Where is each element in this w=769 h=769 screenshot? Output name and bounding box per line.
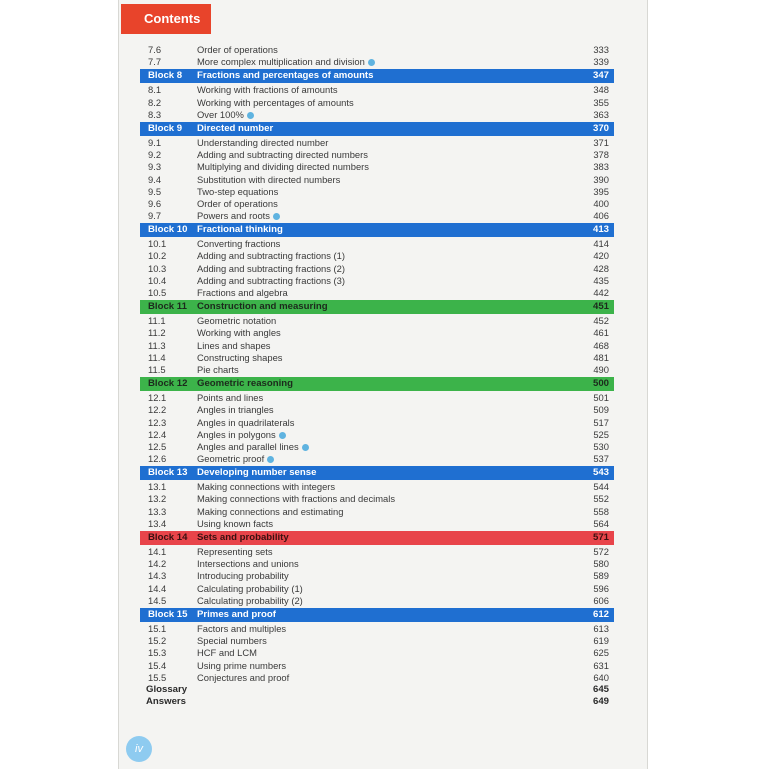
section-page-number: 530: [593, 440, 609, 452]
section-number: 14.1: [148, 546, 167, 557]
section-number: 12.5: [148, 440, 167, 452]
toc-entry[interactable]: [140, 583, 614, 595]
toc-entry[interactable]: [140, 518, 614, 530]
block-page-number: 543: [574, 466, 614, 480]
back-matter-label: Answers: [146, 696, 186, 708]
toc-entry[interactable]: [140, 635, 614, 647]
block-title: Fractions and percentages of amounts: [197, 70, 374, 82]
section-number: 15.2: [148, 635, 167, 647]
toc-entry[interactable]: [140, 97, 614, 109]
section-number: 9.2: [148, 149, 162, 161]
block-title: Primes and proof: [197, 608, 276, 620]
section-page-number: 490: [593, 363, 609, 375]
block-label: Block 12: [148, 378, 188, 390]
toc-entry[interactable]: [140, 84, 614, 96]
section-number: 10.3: [148, 262, 167, 274]
section-title: Points and lines: [197, 392, 264, 404]
section-number: 7.7: [148, 56, 162, 68]
info-icon: [302, 444, 309, 451]
section-title: Making connections with fractions and decimals: [197, 493, 396, 505]
section-number: 13.1: [148, 481, 167, 493]
toc-entry[interactable]: [140, 570, 614, 582]
section-title: Powers and roots: [197, 210, 270, 222]
section-title: Two-step equations: [197, 185, 279, 197]
section-number: 10.5: [148, 287, 167, 298]
block-header[interactable]: [140, 608, 614, 622]
toc-entry[interactable]: [140, 623, 614, 635]
toc-entry[interactable]: [140, 364, 614, 376]
section-number: 14.3: [148, 570, 167, 582]
page-number-badge: iv: [126, 736, 152, 762]
section-title: Working with percentages of amounts: [197, 96, 354, 108]
section-title: Making connections with integers: [197, 481, 336, 493]
block-header[interactable]: [140, 531, 614, 545]
section-number: 9.1: [148, 136, 162, 148]
block-title: Developing number sense: [197, 467, 317, 479]
section-number: 8.2: [148, 96, 162, 108]
block-title: Directed number: [197, 122, 274, 134]
section-page-number: 631: [593, 659, 609, 671]
block-title: Construction and measuring: [197, 301, 328, 313]
section-page-number: 552: [593, 493, 609, 505]
section-number: 11.1: [148, 315, 166, 327]
section-number: 12.4: [148, 428, 167, 440]
toc-entry[interactable]: [140, 161, 614, 173]
toc-entry[interactable]: [140, 174, 614, 186]
section-page-number: 378: [593, 149, 609, 161]
section-page-number: 383: [593, 161, 609, 173]
section-page-number: 613: [593, 622, 609, 634]
block-header[interactable]: [140, 223, 614, 237]
block-title: Sets and probability: [197, 532, 289, 543]
section-title: Working with fractions of amounts: [197, 84, 338, 96]
section-page-number: 400: [593, 197, 609, 209]
block-page-number: 500: [574, 377, 614, 391]
section-page-number: 572: [593, 546, 609, 557]
section-title: Converting fractions: [197, 238, 281, 250]
section-number: 12.6: [148, 453, 167, 465]
block-header[interactable]: [140, 377, 614, 391]
back-matter-entry[interactable]: [140, 684, 614, 697]
toc-entry[interactable]: [140, 44, 614, 56]
toc-entry[interactable]: [140, 250, 614, 262]
section-number: 8.3: [148, 108, 162, 120]
section-number: 15.5: [148, 671, 167, 683]
section-title: Angles in triangles: [197, 404, 274, 416]
section-title: Making connections and estimating: [197, 505, 344, 517]
section-page-number: 348: [593, 84, 609, 96]
back-matter-label: Glossary: [146, 683, 188, 695]
toc-entry[interactable]: [140, 186, 614, 198]
block-title: Geometric reasoning: [197, 378, 293, 390]
section-title: Angles in quadrilaterals: [197, 416, 295, 428]
toc-entry[interactable]: [140, 506, 614, 518]
section-page-number: 544: [593, 481, 609, 493]
section-title: Working with angles: [197, 327, 281, 339]
section-title: Using prime numbers: [197, 659, 287, 671]
section-title: Constructing shapes: [197, 351, 283, 363]
section-page-number: 428: [593, 262, 609, 274]
section-title: Introducing probability: [197, 570, 289, 582]
section-page-number: 452: [593, 315, 609, 327]
section-number: 14.5: [148, 594, 167, 606]
section-number: 9.7: [148, 210, 162, 222]
section-title: Order of operations: [197, 197, 278, 209]
toc-entry[interactable]: [140, 238, 614, 250]
toc-entry[interactable]: [140, 546, 614, 558]
section-page-number: 333: [593, 44, 609, 55]
toc-entry[interactable]: [140, 275, 614, 287]
block-header[interactable]: [140, 300, 614, 314]
section-title: Representing sets: [197, 546, 273, 557]
section-title: Fractions and algebra: [197, 287, 288, 298]
section-page-number: 589: [593, 570, 609, 582]
table-of-contents: [140, 44, 614, 709]
section-number: 13.2: [148, 493, 167, 505]
section-title: Angles and parallel lines: [197, 440, 299, 452]
section-page-number: 420: [593, 250, 609, 262]
section-number: 15.4: [148, 659, 167, 671]
section-title: Substitution with directed numbers: [197, 173, 341, 185]
section-title: Geometric proof: [197, 453, 265, 465]
back-matter-entry[interactable]: [140, 696, 614, 709]
section-page-number: 625: [593, 647, 609, 659]
section-number: 10.4: [148, 274, 167, 286]
section-number: 13.3: [148, 505, 167, 517]
info-icon: [267, 456, 274, 463]
block-page-number: 370: [574, 122, 614, 136]
block-title: Fractional thinking: [197, 224, 283, 236]
section-page-number: 537: [593, 453, 609, 465]
block-page-number: 347: [574, 69, 614, 83]
block-header[interactable]: [140, 122, 614, 136]
block-label: Block 8: [148, 70, 183, 82]
section-title: Geometric notation: [197, 315, 277, 327]
info-icon: [273, 213, 280, 220]
info-icon: [247, 112, 254, 119]
section-title: Pie charts: [197, 363, 239, 375]
toc-entry[interactable]: [140, 340, 614, 352]
section-page-number: 481: [593, 351, 609, 363]
section-number: 14.4: [148, 582, 167, 594]
toc-entry[interactable]: [140, 56, 614, 68]
section-title: Lines and shapes: [197, 339, 271, 351]
section-number: 10.2: [148, 250, 167, 262]
block-label: Block 11: [148, 301, 187, 313]
section-title: Special numbers: [197, 635, 267, 647]
section-number: 12.3: [148, 416, 167, 428]
back-matter-page-number: 645: [592, 683, 609, 695]
section-number: 7.6: [148, 44, 162, 55]
section-page-number: 371: [593, 136, 609, 148]
toc-entry[interactable]: [140, 647, 614, 659]
toc-entry[interactable]: [140, 327, 614, 339]
section-title: Adding and subtracting fractions (1): [197, 250, 345, 262]
section-page-number: 509: [593, 404, 609, 416]
section-title: Intersections and unions: [197, 558, 299, 570]
block-page-number: 571: [574, 531, 614, 545]
section-title: Over 100%: [197, 108, 244, 120]
info-icon: [279, 432, 286, 439]
section-title: Angles in polygons: [197, 428, 276, 440]
block-header[interactable]: [140, 466, 614, 480]
toc-entry[interactable]: [140, 441, 614, 453]
section-number: 15.1: [148, 622, 167, 634]
toc-entry[interactable]: [140, 453, 614, 465]
section-title: Conjectures and proof: [197, 671, 290, 683]
section-number: 11.4: [148, 351, 166, 363]
section-page-number: 501: [593, 392, 609, 404]
section-page-number: 580: [593, 558, 609, 570]
section-number: 12.2: [148, 404, 167, 416]
toc-entry[interactable]: [140, 493, 614, 505]
toc-entry[interactable]: [140, 481, 614, 493]
toc-entry[interactable]: [140, 263, 614, 275]
section-number: 15.3: [148, 647, 167, 659]
section-number: 14.2: [148, 558, 167, 570]
section-title: HCF and LCM: [197, 647, 257, 659]
section-page-number: 442: [593, 287, 609, 298]
section-number: 11.5: [148, 363, 166, 375]
toc-entry[interactable]: [140, 109, 614, 121]
toc-entry[interactable]: [140, 392, 614, 404]
section-title: Factors and multiples: [197, 622, 287, 634]
block-header[interactable]: [140, 69, 614, 83]
block-label: Block 10: [148, 224, 188, 236]
toc-entry[interactable]: [140, 558, 614, 570]
toc-entry[interactable]: [140, 672, 614, 684]
toc-entry[interactable]: [140, 210, 614, 222]
section-page-number: 363: [593, 108, 609, 120]
block-label: Block 9: [148, 122, 183, 134]
toc-entry[interactable]: [140, 595, 614, 607]
toc-entry[interactable]: [140, 404, 614, 416]
section-page-number: 461: [593, 327, 609, 339]
toc-entry[interactable]: [140, 287, 614, 299]
section-title: Adding and subtracting directed numbers: [197, 149, 368, 161]
section-title: Understanding directed number: [197, 136, 329, 148]
contents-header: Contents: [121, 4, 211, 34]
section-number: 9.5: [148, 185, 162, 197]
block-page-number: 451: [574, 300, 614, 314]
section-number: 11.2: [148, 327, 166, 339]
section-number: 8.1: [148, 84, 162, 96]
section-page-number: 339: [593, 56, 609, 68]
section-number: 12.1: [148, 392, 167, 404]
section-title: More complex multiplication and division: [197, 56, 365, 68]
toc-entry[interactable]: [140, 417, 614, 429]
info-icon: [368, 59, 375, 66]
section-page-number: 395: [593, 185, 609, 197]
section-page-number: 355: [593, 96, 609, 108]
toc-entry[interactable]: [140, 137, 614, 149]
section-title: Adding and subtracting fractions (3): [197, 274, 345, 286]
toc-entry[interactable]: [140, 198, 614, 210]
section-title: Order of operations: [197, 44, 278, 55]
block-label: Block 14: [148, 532, 188, 543]
toc-entry[interactable]: [140, 660, 614, 672]
section-number: 11.3: [148, 339, 166, 351]
section-page-number: 517: [593, 416, 609, 428]
section-page-number: 558: [593, 505, 609, 517]
section-page-number: 619: [593, 635, 609, 647]
toc-entry[interactable]: [140, 315, 614, 327]
section-page-number: 406: [593, 210, 609, 222]
block-page-number: 413: [574, 223, 614, 237]
section-title: Calculating probability (2): [197, 594, 303, 606]
section-number: 9.6: [148, 197, 162, 209]
section-page-number: 390: [593, 173, 609, 185]
section-title: Calculating probability (1): [197, 582, 303, 594]
toc-entry[interactable]: [140, 149, 614, 161]
section-page-number: 525: [593, 428, 609, 440]
section-page-number: 564: [593, 517, 609, 529]
block-label: Block 13: [148, 467, 188, 479]
toc-entry[interactable]: [140, 429, 614, 441]
section-page-number: 596: [593, 582, 609, 594]
section-page-number: 606: [593, 594, 609, 606]
section-page-number: 468: [593, 339, 609, 351]
section-page-number: 640: [593, 671, 609, 683]
toc-entry[interactable]: [140, 352, 614, 364]
block-page-number: 612: [574, 608, 614, 622]
section-number: 10.1: [148, 238, 167, 250]
section-page-number: 414: [593, 238, 609, 250]
section-title: Adding and subtracting fractions (2): [197, 262, 345, 274]
block-label: Block 15: [148, 608, 188, 620]
section-number: 9.4: [148, 173, 162, 185]
section-title: Multiplying and dividing directed numbers: [197, 161, 369, 173]
back-matter-page-number: 649: [592, 696, 609, 708]
section-title: Using known facts: [197, 517, 274, 529]
section-page-number: 435: [593, 274, 609, 286]
section-number: 13.4: [148, 517, 167, 529]
section-number: 9.3: [148, 161, 162, 173]
